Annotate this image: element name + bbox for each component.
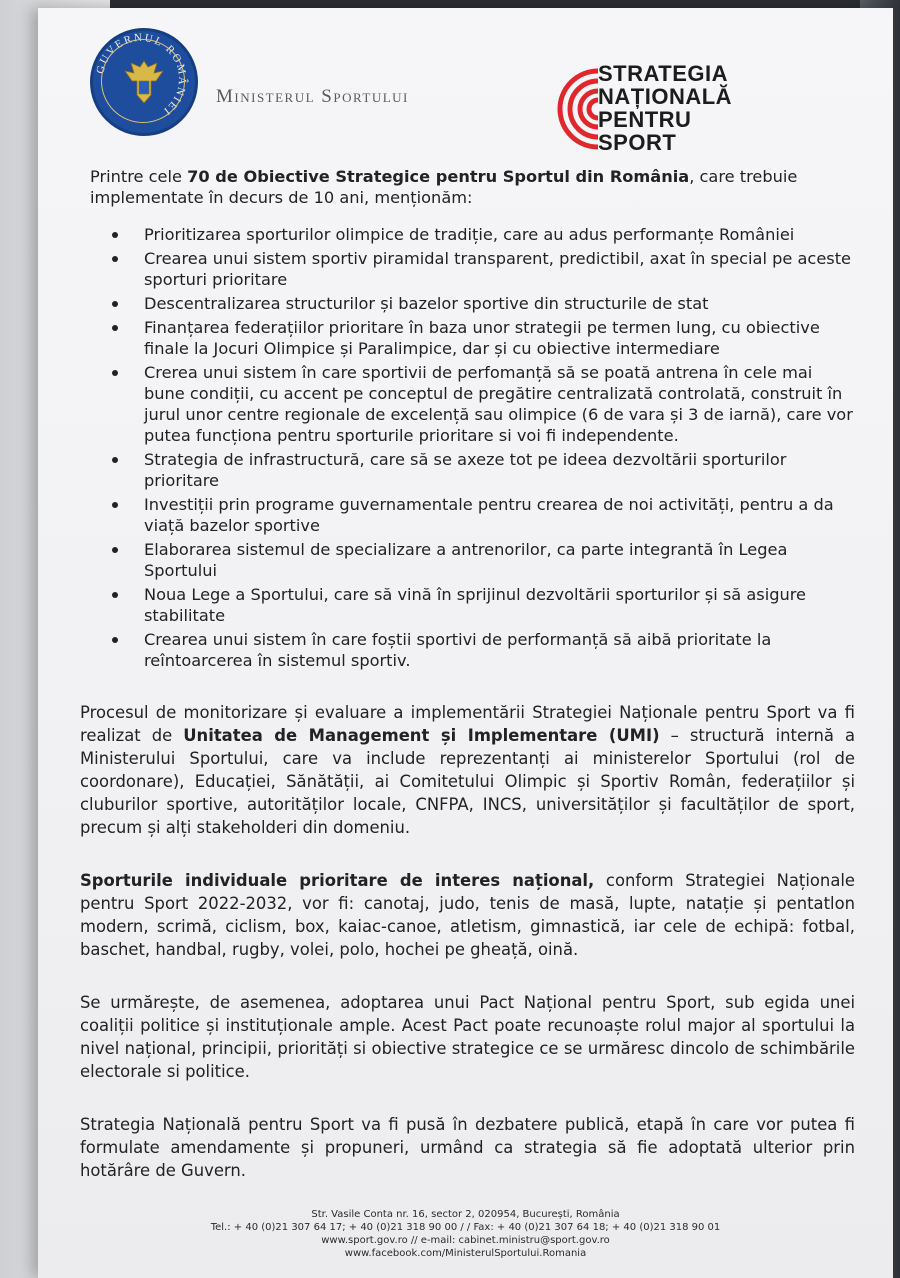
government-seal-icon: [90, 28, 198, 136]
list-item: Prioritizarea sporturilor olimpice de tradiție, care au adus performanțe României: [144, 224, 855, 245]
umi-bold-text: Unitatea de Management și Implementare (UMI): [183, 726, 660, 745]
letterhead: [38, 8, 893, 158]
list-item: Investiții prin programe guvernamentale pentru crearea de noi activități, pentru a da viață bazelor sportive: [144, 494, 855, 536]
intro-paragraph: [90, 166, 855, 208]
footer-web-email[interactable]: www.sport.gov.ro // e-mail: cabinet.ministru@sport.gov.ro: [321, 1235, 610, 1246]
logo-line: NAȚIONALĂ: [598, 84, 733, 109]
footer: [38, 1208, 893, 1260]
sports-bold-text: Sporturile individuale prioritare de interes național,: [80, 871, 595, 890]
umi-paragraph: [80, 701, 855, 839]
list-item: Finanțarea federațiilor prioritare în baza unor strategii pe termen lung, cu obiective finale la Jocuri Olimpice și Paralimpice, dar și cu obiective intermediare: [144, 317, 855, 359]
footer-address: Str. Vasile Conta nr. 16, sector 2, 020954, București, România: [311, 1209, 620, 1220]
list-item: Crearea unui sistem în care foștii sportivi de performanță să aibă prioritate la reîntoarcerea în sistemul sportiv.: [144, 629, 855, 671]
eagle-icon: [123, 57, 165, 107]
list-item: Crerea unui sistem în care sportivii de perfomanță să se poată antrena în cele mai bune condiții, cu accent pe conceptul de pregătire centralizată controlată, construit în jurul unor centre regionale de excelență sau olimpice (6 de vara și 3 de iarnă), care vor putea funcționa pentru sporturile prioritare si voi fi independente.: [144, 362, 855, 446]
intro-text-end: , care trebuie implementate în decurs de 10 ani, menționăm:: [90, 167, 798, 207]
sports-text: conform Strategiei Naționale pentru Sport 2022-2032, vor fi: canotaj, judo, tenis de masă, lupte, natație și pentatlon modern, scrimă, ciclism, box, kaiac-canoe, atletism, gimnastică, iar cele de echipă: fotbal, baschet, handbal, rugby, volei, polo, hochei pe gheață, oină.: [80, 871, 855, 959]
footer-phones: Tel.: + 40 (0)21 307 64 17; + 40 (0)21 318 90 00 / / Fax: + 40 (0)21 307 64 18; + 40 (0)21 318 90 01: [210, 1222, 721, 1233]
list-item: Crearea unui sistem sportiv piramidal transparent, predictibil, axat în special pe aceste sporturi prioritare: [144, 248, 855, 290]
list-item: Strategia de infrastructură, care să se axeze tot pe ideea dezvoltării sporturilor prioritare: [144, 449, 855, 491]
pact-paragraph: Se urmărește, de asemenea, adoptarea unui Pact Național pentru Sport, sub egida unei coaliții politice și instituționale ample. Acest Pact poate recunoaște rolul major al sportului la nivel național, principii, priorități si obiective strategice ce se urmăresc dincolo de schimbările electorale si politice.: [80, 993, 855, 1081]
sports-paragraph: [80, 869, 855, 961]
list-item: Elaborarea sistemul de specializare a antrenorilor, ca parte integrantă în Legea Sportului: [144, 539, 855, 581]
svg-text:GUVERNUL ROMÂNIEI: GUVERNUL ROMÂNIEI: [94, 31, 189, 118]
logo-line: STRATEGIA: [598, 61, 728, 86]
strategy-logo-text: [598, 62, 732, 154]
logo-line: PENTRU: [598, 107, 692, 132]
intro-text: Printre cele: [90, 167, 188, 186]
document-page: [38, 8, 893, 1278]
objectives-list: [80, 224, 855, 671]
list-item: Noua Lege a Sportului, care să vină în sprijinul dezvoltării sporturilor și să asigure stabilitate: [144, 584, 855, 626]
document-body: [80, 166, 855, 1182]
intro-bold-text: 70 de Obiective Strategice pentru Sportul din România: [187, 167, 690, 186]
logo-line: SPORT: [598, 130, 677, 155]
umi-text: Procesul de monitorizare și evaluare a implementării Strategiei Naționale pentru Sport va fi realizat de: [80, 703, 855, 745]
umi-text-end: – structură internă a Ministerului Sportului, care va include reprezentanți ai ministerelor Sportului (rol de coordonare), Educației, Sănătății, ai Comitetului Olimpic și Sportiv Român, federațiilor și cluburilor sportive, autorităților locale, CNFPA, INCS, universităților și facultăților de sport, precum și alți stakeholderi din domeniu.: [80, 726, 855, 837]
debate-paragraph: Strategia Națională pentru Sport va fi pusă în dezbatere publică, etapă în care vor putea fi formulate amendamente și propuneri, urmând ca strategia să fie adoptată ulterior prin hotărâre de Guvern.: [80, 1115, 855, 1180]
list-item: Descentralizarea structurilor și bazelor sportive din structurile de stat: [144, 293, 855, 314]
ministry-name: Ministerul Sportului: [216, 86, 409, 107]
footer-facebook-link[interactable]: www.facebook.com/MinisterulSportului.Romania: [344, 1248, 587, 1259]
